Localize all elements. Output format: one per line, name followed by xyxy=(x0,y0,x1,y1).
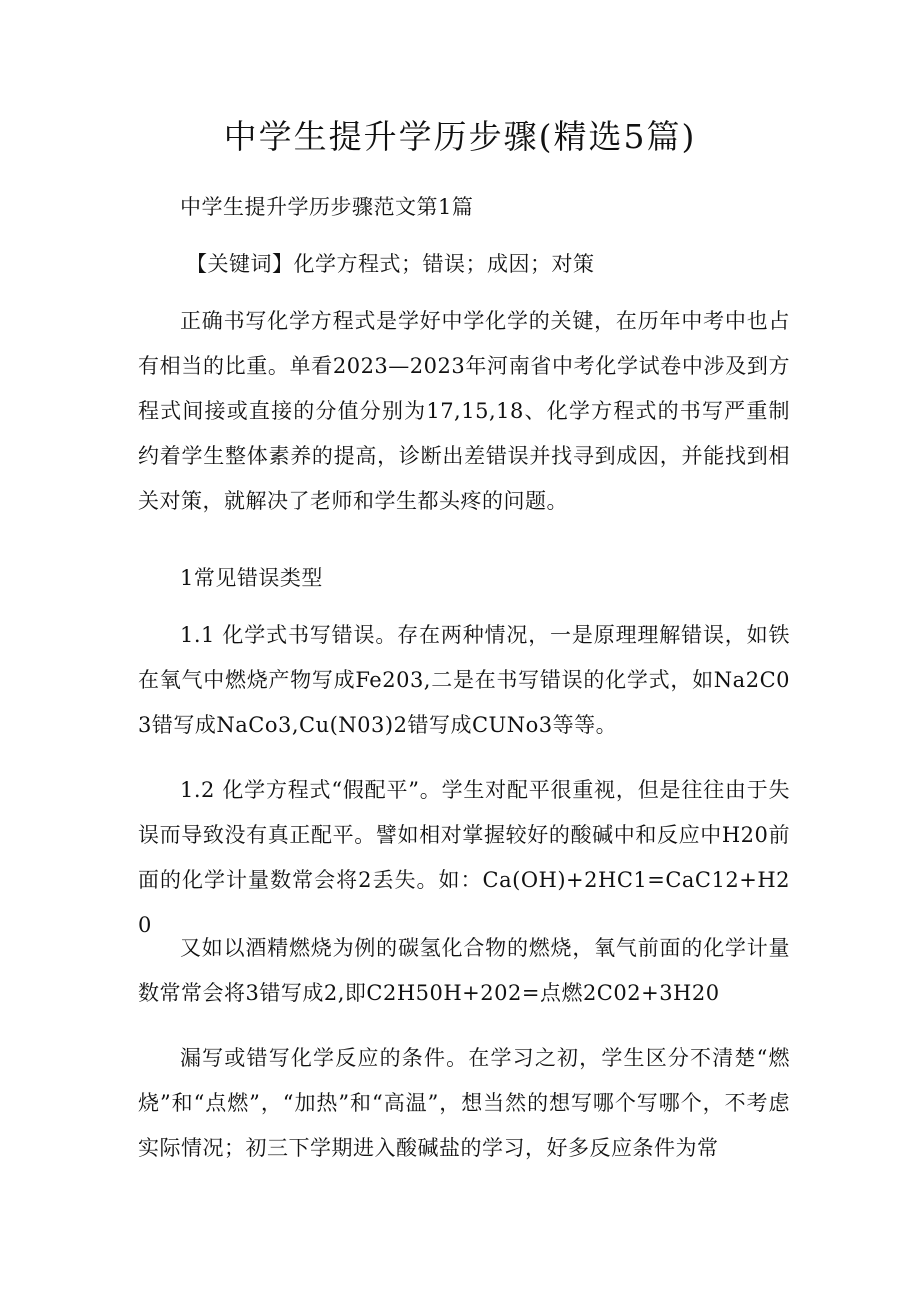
paragraph-1-2: 1.2 化学方程式“假配平”。学生对配平很重视，但是往往由于失误而导致没有真正配平。譬如相对掌握较好的酸碱中和反应中H20前面的化学计量数常会将2丢失。如：Ca(OH)+2HC1=CaC12+H20 xyxy=(138,778,790,937)
paragraph-intro: 正确书写化学方程式是学好中学化学的关键，在历年中考中也占有相当的比重。单看2023—2023年河南省中考化学试卷中涉及到方程式间接或直接的分值分别为17,15,18、化学方程式的书写严重制约着学生整体素养的提高，诊断出差错误并找寻到成因，并能找到相关对策，就解决了老师和学生都头疼的问题。 xyxy=(138,309,790,513)
paragraph-conditions: 漏写或错写化学反应的条件。在学习之初，学生区分不清楚“燃烧”和“点燃”，“加热”和“高温”，想当然的想写哪个写哪个，不考虑实际情况；初三下学期进入酸碱盐的学习，好多反应条件为常 xyxy=(138,1046,790,1160)
document-title: 中学生提升学历步骤(精选5篇) xyxy=(223,117,697,156)
keywords-line: 【关键词】化学方程式；错误；成因；对策 xyxy=(186,252,595,276)
paragraph-alcohol: 又如以酒精燃烧为例的碳氢化合物的燃烧，氧气前面的化学计量数常常会将3错写成2,即C2H50H+202=点燃2C02+3H20 xyxy=(138,936,790,1005)
section-heading: 1常见错误类型 xyxy=(180,566,323,590)
paragraph-1-1: 1.1 化学式书写错误。存在两种情况，一是原理理解错误，如铁在氧气中燃烧产物写成Fe203,二是在书写错误的化学式，如Na2C03错写成NaCo3,Cu(N03)2错写成CUNo3等等。 xyxy=(138,623,790,737)
article-subtitle: 中学生提升学历步骤范文第1篇 xyxy=(180,195,474,219)
